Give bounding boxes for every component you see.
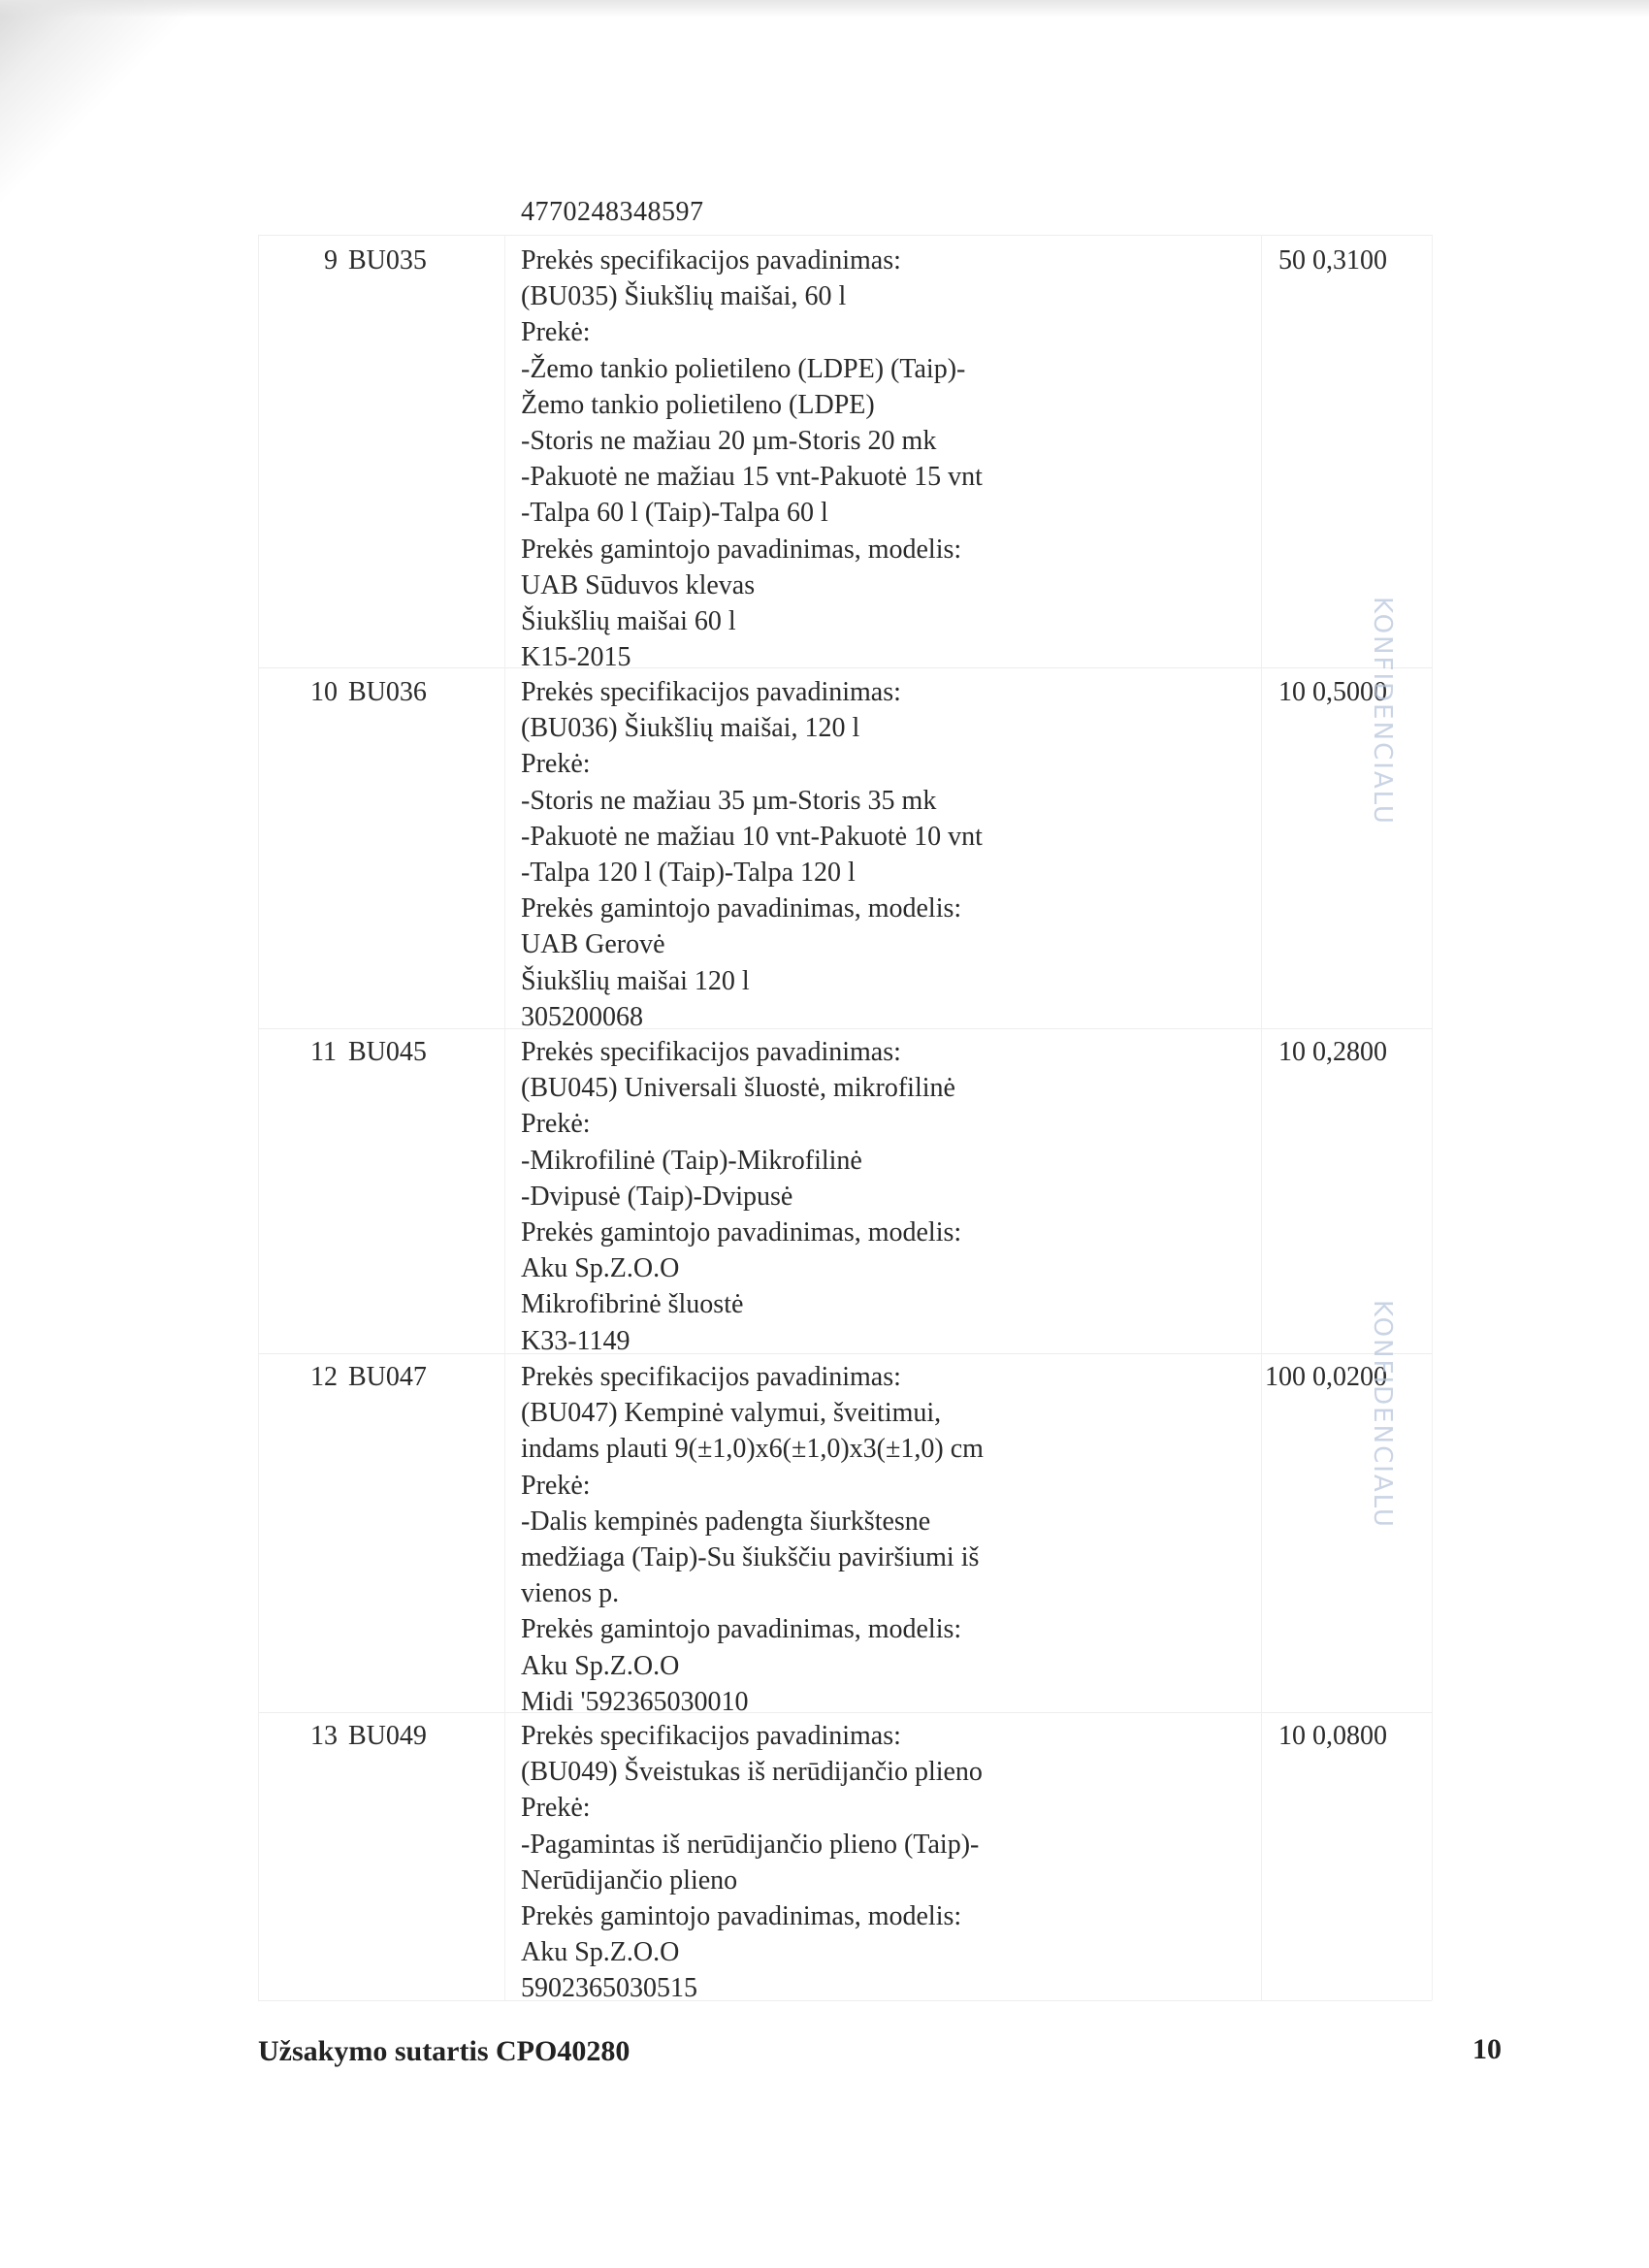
description-line: K33-1149 [521,1325,630,1356]
description-line: Prekės gamintojo pavadinimas, modelis: [521,1901,962,1932]
quantity: 10 [1278,1037,1306,1067]
row-number: 10 [310,677,338,707]
description-line: -Pakuotė ne mažiau 15 vnt-Pakuotė 15 vnt [521,462,983,493]
description-line: -Talpa 120 l (Taip)-Talpa 120 l [521,858,856,889]
leading-barcode-number: 4770248348597 [521,197,704,227]
description-line: Aku Sp.Z.O.O [521,1253,680,1284]
footer-contract-title: Užsakymo sutartis CPO40280 [258,2035,630,2067]
quantity-price [1278,1034,1387,1070]
column-separator [504,235,505,2000]
description-line: Prekės specifikacijos pavadinimas: [521,1037,901,1067]
row-number: 12 [310,1362,338,1392]
unit-price: 0,0800 [1312,1721,1387,1751]
confidential-stamp: KONFIDENCIALU [1368,597,1397,826]
description-line: medžiaga (Taip)-Su šiukščiu paviršiumi iš [521,1542,980,1573]
description-line: Midi '592365030010 [521,1686,749,1717]
description-line: Prekės specifikacijos pavadinimas: [521,245,901,275]
description-line: Prekės gamintojo pavadinimas, modelis: [521,893,962,924]
description-line: Prekės specifikacijos pavadinimas: [521,1362,901,1392]
unit-price: 0,0200 [1312,1362,1387,1392]
quantity: 10 [1278,1721,1306,1751]
item-description [521,674,1258,1035]
quantity-price [1278,1718,1387,1754]
description-line: (BU045) Universali šluostė, mikrofilinė [521,1073,955,1104]
description-line: -Talpa 60 l (Taip)-Talpa 60 l [521,498,828,529]
description-line: (BU036) Šiukšlių maišai, 120 l [521,713,860,744]
description-line: 305200068 [521,1001,643,1032]
description-line: 5902365030515 [521,1973,697,2004]
description-line: (BU035) Šiukšlių maišai, 60 l [521,281,847,312]
item-description [521,1718,1258,2007]
description-line: -Storis ne mažiau 35 µm-Storis 35 mk [521,785,937,816]
description-line: Aku Sp.Z.O.O [521,1650,680,1681]
description-line: (BU047) Kempinė valymui, šveitimui, [521,1398,942,1429]
footer-page-number: 10 [1472,2033,1502,2065]
description-line: Prekės gamintojo pavadinimas, modelis: [521,534,962,565]
confidential-stamp: KONFIDENCIALU [1368,1300,1397,1529]
description-line: Prekė: [521,749,591,780]
unit-price: 0,3100 [1312,245,1387,275]
description-line: vienos p. [521,1578,620,1609]
row-number: 11 [310,1037,337,1067]
description-line: -Storis ne mažiau 20 µm-Storis 20 mk [521,426,937,457]
item-description [521,1034,1258,1359]
description-line: indams plauti 9(±1,0)x6(±1,0)x3(±1,0) cm [521,1434,984,1465]
description-line: -Žemo tankio polietileno (LDPE) (Taip)- [521,353,966,384]
quantity: 10 [1278,677,1306,707]
item-code: BU036 [348,677,427,707]
quantity-price [1278,243,1387,278]
description-line: Prekė: [521,1793,591,1824]
description-line: Prekės gamintojo pavadinimas, modelis: [521,1217,962,1248]
item-code: BU049 [348,1721,427,1751]
description-line: Žemo tankio polietileno (LDPE) [521,389,875,420]
column-separator [1432,235,1433,2000]
description-line: -Dvipusė (Taip)-Dvipusė [521,1181,793,1212]
description-line: Aku Sp.Z.O.O [521,1937,680,1968]
row-number: 9 [324,245,338,275]
column-separator [258,235,259,2000]
description-line: (BU049) Šveistukas iš nerūdijančio plieno [521,1757,983,1788]
item-code: BU035 [348,245,427,275]
description-line: Prekė: [521,317,591,348]
column-separator [1261,235,1262,2000]
description-line: Prekė: [521,1109,591,1140]
description-line: -Pakuotė ne mažiau 10 vnt-Pakuotė 10 vnt [521,821,983,852]
quantity: 50 [1278,245,1306,275]
description-line: Prekės specifikacijos pavadinimas: [521,1721,901,1751]
description-line: Mikrofibrinė šluostė [521,1289,744,1320]
description-line: Nerūdijančio plieno [521,1864,738,1895]
description-line: Prekės specifikacijos pavadinimas: [521,677,901,707]
item-code: BU045 [348,1037,427,1067]
description-line: Prekė: [521,1470,591,1501]
row-separator [258,235,1432,236]
quantity: 100 [1265,1362,1306,1392]
item-description [521,1359,1258,1720]
description-line: UAB Gerovė [521,929,665,960]
description-line: Šiukšlių maišai 60 l [521,606,736,637]
description-line: K15-2015 [521,642,631,673]
unit-price: 0,2800 [1312,1037,1387,1067]
description-line: Šiukšlių maišai 120 l [521,965,750,996]
item-code: BU047 [348,1362,427,1392]
description-line: -Pagamintas iš nerūdijančio plieno (Taip)- [521,1829,980,1860]
description-line: -Dalis kempinės padengta šiurkštesne [521,1506,931,1537]
row-number: 13 [310,1721,338,1751]
item-description [521,243,1258,675]
unit-price: 0,5000 [1312,677,1387,707]
description-line: Prekės gamintojo pavadinimas, modelis: [521,1614,962,1645]
description-line: UAB Sūduvos klevas [521,569,756,600]
description-line: -Mikrofilinė (Taip)-Mikrofilinė [521,1145,862,1176]
